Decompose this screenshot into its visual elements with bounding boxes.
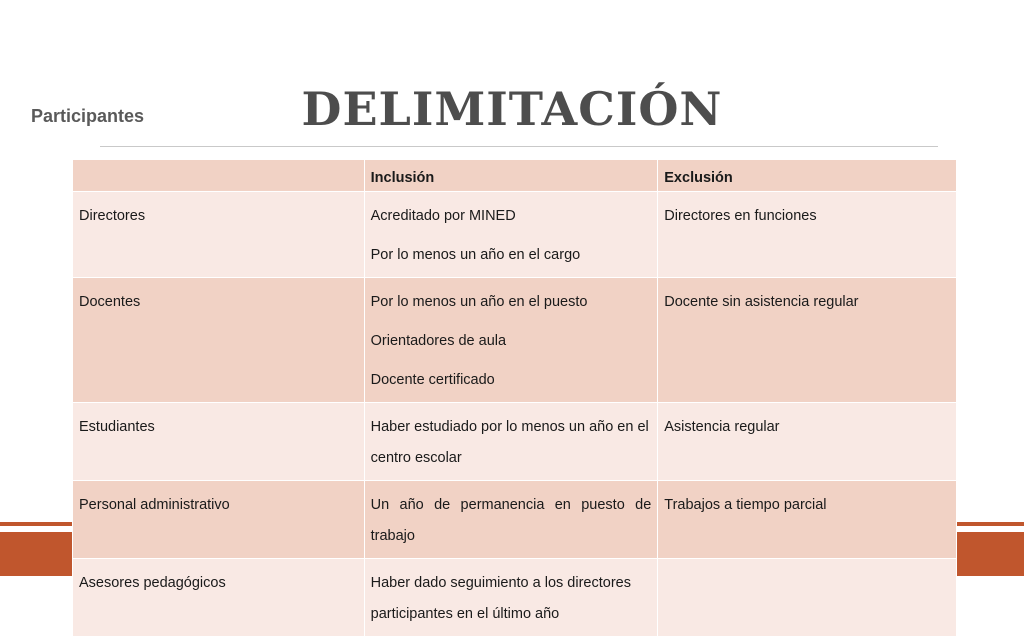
inclusion-cell	[364, 481, 658, 559]
inclusion-item: Haber estudiado por lo menos un año en el centro escolar	[370, 419, 649, 466]
inclusion-cell	[364, 192, 658, 278]
inclusion-item: Orientadores de aula	[370, 333, 507, 349]
table-row	[73, 192, 957, 278]
participant-cell: Personal administrativo	[73, 481, 365, 559]
inclusion-item: Por lo menos un año en el puesto	[370, 294, 588, 310]
title-divider	[100, 146, 938, 147]
slide-subtitle: Participantes	[31, 106, 145, 126]
delimitation-table	[72, 159, 957, 637]
inclusion-item: Docente certificado	[370, 372, 495, 388]
participant-cell: Directores	[73, 192, 365, 278]
inclusion-cell	[364, 278, 658, 403]
exclusion-cell: Asistencia regular	[658, 403, 957, 481]
exclusion-cell	[658, 559, 957, 637]
table-row	[73, 403, 957, 481]
inclusion-cell	[364, 559, 658, 637]
participant-cell: Estudiantes	[73, 403, 365, 481]
participant-cell: Asesores pedagógicos	[73, 559, 365, 637]
slide-title: DELIMITACIÓN	[301, 82, 723, 136]
participant-cell: Docentes	[73, 278, 365, 403]
table-row	[73, 481, 957, 559]
exclusion-cell: Trabajos a tiempo parcial	[658, 481, 957, 559]
inclusion-cell	[364, 403, 658, 481]
header-inclusion: Inclusión	[364, 160, 658, 192]
exclusion-cell: Docente sin asistencia regular	[658, 278, 957, 403]
table-row	[73, 278, 957, 403]
header-participant	[73, 160, 365, 192]
header-exclusion: Exclusión	[658, 160, 957, 192]
inclusion-item: Por lo menos un año en el cargo	[370, 247, 581, 263]
table-row	[73, 559, 957, 637]
inclusion-item: Acreditado por MINED	[370, 208, 516, 224]
table-header-row	[73, 160, 957, 192]
inclusion-item: Haber dado seguimiento a los directores participantes en el último año	[370, 575, 631, 622]
inclusion-item: Un año de permanencia en puesto de trabajo	[370, 497, 652, 544]
exclusion-cell: Directores en funciones	[658, 192, 957, 278]
